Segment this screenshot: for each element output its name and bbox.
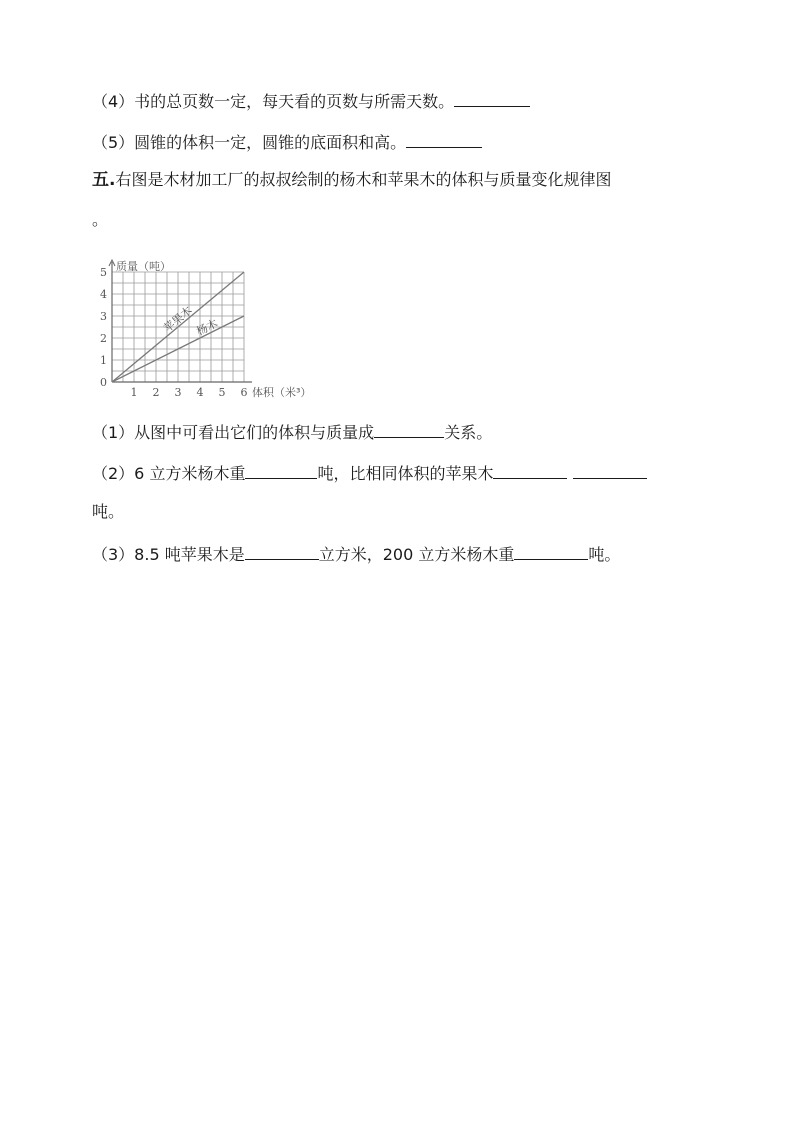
chart-labels bbox=[100, 259, 311, 399]
sub-question-3-suffix: 吨。 bbox=[588, 545, 621, 564]
sub-question-3-middle: 立方米，200 立方米杨木重 bbox=[318, 545, 515, 564]
answer-blank[interactable] bbox=[374, 421, 444, 438]
period-text: 。 bbox=[92, 210, 109, 229]
sub-question-2 bbox=[92, 462, 647, 484]
answer-blank[interactable] bbox=[573, 462, 647, 479]
volume-mass-chart bbox=[92, 248, 332, 403]
sub-question-3 bbox=[92, 543, 620, 565]
x-axis-label: 体积（米³） bbox=[252, 386, 312, 399]
y-tick-label: 1 bbox=[100, 354, 107, 367]
x-tick-label: 6 bbox=[240, 386, 248, 399]
x-tick-label: 5 bbox=[218, 386, 226, 399]
section-number: 五. bbox=[92, 170, 116, 190]
sub-question-2-cont-text: 吨。 bbox=[92, 502, 125, 521]
sub-question-2-middle: 吨，比相同体积的苹果木 bbox=[317, 464, 494, 483]
sub-question-2-prefix: （2）6 立方米杨木重 bbox=[92, 464, 246, 483]
x-tick-label: 4 bbox=[196, 386, 204, 399]
series-label: 杨木 bbox=[194, 316, 220, 339]
question-4 bbox=[92, 90, 530, 112]
y-tick-label: 5 bbox=[100, 266, 107, 279]
answer-blank[interactable] bbox=[514, 543, 588, 560]
answer-blank[interactable] bbox=[454, 90, 530, 107]
answer-blank[interactable] bbox=[245, 543, 319, 560]
question-5-text: （5）圆锥的体积一定，圆锥的底面积和高。 bbox=[92, 133, 407, 152]
y-tick-label: 3 bbox=[100, 310, 107, 323]
x-tick-label: 2 bbox=[152, 386, 160, 399]
section-5-period bbox=[92, 210, 108, 230]
y-tick-label: 2 bbox=[100, 332, 107, 345]
question-5 bbox=[92, 131, 482, 153]
section-5-heading bbox=[92, 170, 611, 190]
section-5-text: 右图是木材加工厂的叔叔绘制的杨木和苹果木的体积与质量变化规律图 bbox=[115, 170, 612, 189]
sub-question-1 bbox=[92, 421, 492, 443]
y-tick-label: 4 bbox=[100, 288, 107, 301]
x-tick-label: 1 bbox=[130, 386, 138, 399]
answer-blank[interactable] bbox=[406, 131, 482, 148]
x-tick-label: 3 bbox=[174, 386, 182, 399]
y-axis-label: 质量（吨） bbox=[116, 260, 171, 273]
sub-question-3-prefix: （3）8.5 吨苹果木是 bbox=[92, 545, 245, 564]
series-label: 苹果木 bbox=[161, 303, 195, 336]
answer-blank[interactable] bbox=[245, 462, 317, 479]
question-4-text: （4）书的总页数一定，每天看的页数与所需天数。 bbox=[92, 92, 455, 111]
sub-question-2-cont bbox=[92, 502, 124, 522]
sub-question-1-prefix: （1）从图中可看出它们的体积与质量成 bbox=[92, 423, 375, 442]
sub-question-1-suffix: 关系。 bbox=[444, 423, 493, 442]
y-tick-label: 0 bbox=[100, 376, 107, 389]
answer-blank[interactable] bbox=[493, 462, 567, 479]
